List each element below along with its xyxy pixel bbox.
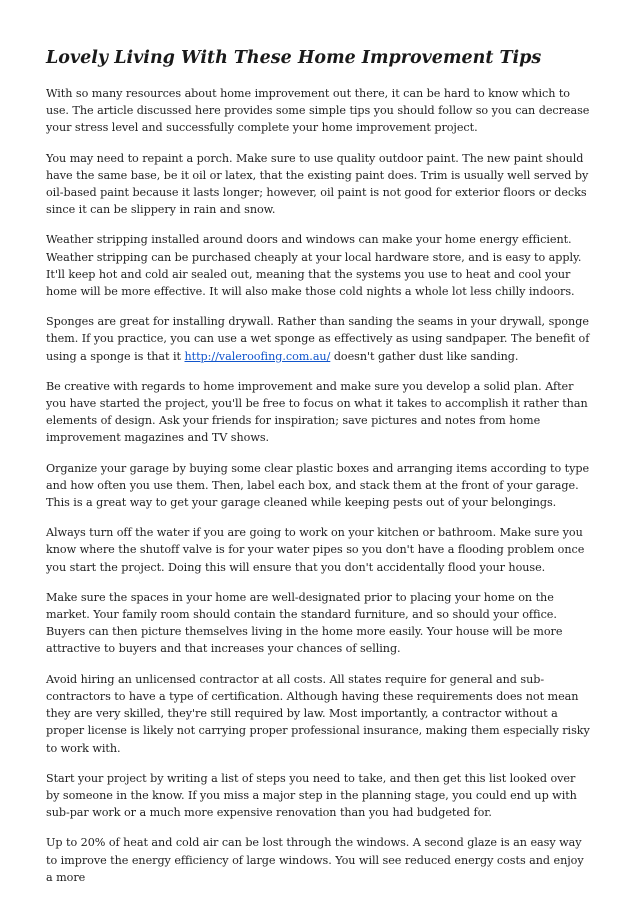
paragraph: Make sure the spaces in your home are well-designated prior to placing your home on the market. Your family room should contain the standard furniture, and so should your office. Buyers can then picture themselves living in the home more easily. Your house will be more attractive to buyers and that increases your chances of selling. <box>46 590 563 656</box>
paragraph-text-before-link: Sponges are great for installing drywall. Rather than sanding the seams in your drywall, sponge them. If you practice, you can use a wet sponge as effectively as using sandpaper. The benefit of using a sponge is that it <box>46 315 590 363</box>
roofing-link[interactable]: http://valeroofing.com.au/ <box>184 349 331 363</box>
paragraph-with-link <box>46 313 592 365</box>
paragraph: You may need to repaint a porch. Make sure to use quality outdoor paint. The new paint should have the same base, be it oil or latex, that the existing paint does. Trim is usually well served by oil-based paint because it lasts longer; however, oil paint is not good for exterior floors or decks since it can be slippery in rain and snow. <box>46 151 589 217</box>
paragraph: Weather stripping installed around doors and windows can make your home energy efficient. Weather stripping can be purchased cheaply at your local hardware store, and is easy to apply. It'll keep hot and cold air sealed out, meaning that the systems you use to heat and cool your home will be more effective. It will also make those cold nights a whole lot less chilly indoors. <box>46 233 582 299</box>
paragraph: Always turn off the water if you are going to work on your kitchen or bathroom. Make sure you know where the shutoff valve is for your water pipes so you don't have a flooding problem once you start the project. Doing this will ensure that you don't accidentally flood your house. <box>46 526 585 574</box>
paragraph: Avoid hiring an unlicensed contractor at all costs. All states require for general and sub-contractors to have a type of certification. Although having these requirements does not mean they are very skilled, they're still required by law. Most importantly, a contractor without a proper license is likely not carrying proper professional insurance, making them especially risky to work with. <box>46 672 590 755</box>
paragraph: Organize your garage by buying some clear plastic boxes and arranging items according to type and how often you use them. Then, label each box, and stack them at the front of your garage. This is a great way to get your garage cleaned while keeping pests out of your belongings. <box>46 461 590 510</box>
paragraph: Up to 20% of heat and cold air can be lost through the windows. A second glaze is an easy way to improve the energy efficiency of large windows. You will see reduced energy costs and enjoy a more <box>46 836 584 884</box>
paragraph: Start your project by writing a list of steps you need to take, and then get this list looked over by someone in the know. If you miss a major step in the planning stage, you could end up with sub-par work or a much more expensive renovation than you had budgeted for. <box>46 771 577 820</box>
document-page <box>46 47 592 899</box>
paragraph-text-after-link: doesn't gather dust like sanding. <box>330 349 519 363</box>
page-title: Lovely Living With These Home Improvement Tips <box>46 48 542 68</box>
paragraph: With so many resources about home improvement out there, it can be hard to know which to use. The article discussed here provides some simple tips you should follow so you can decrease your stress level and successfully complete your home improvement project. <box>46 87 590 135</box>
paragraph: Be creative with regards to home improvement and make sure you develop a solid plan. After you have started the project, you'll be free to focus on what it takes to accomplish it rather than elements of design. Ask your friends for inspiration; save pictures and notes from home improvement magazines and TV shows. <box>46 379 588 445</box>
